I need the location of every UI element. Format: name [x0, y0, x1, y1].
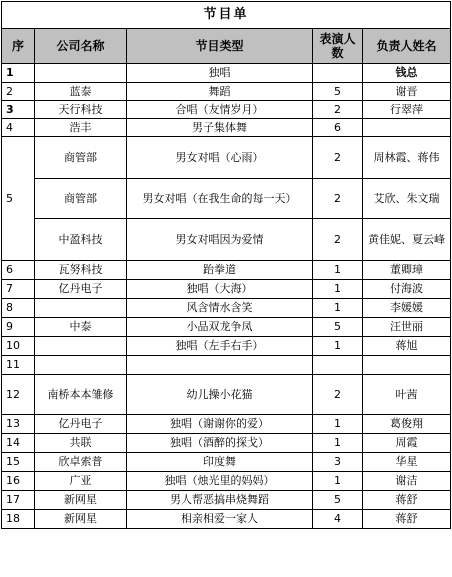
cell-company: 商管部 [35, 137, 127, 179]
cell-count [313, 356, 363, 375]
cell-count: 5 [313, 318, 363, 337]
table-row [2, 356, 451, 375]
cell-leader: 董卿璋 [363, 261, 451, 280]
cell-count: 2 [313, 179, 363, 219]
table-row [2, 119, 451, 137]
cell-leader [363, 119, 451, 137]
cell-company [35, 337, 127, 356]
cell-count: 2 [313, 101, 363, 119]
cell-company: 蓝泰 [35, 83, 127, 101]
cell-leader: 蒋舒 [363, 510, 451, 529]
cell-company: 共联 [35, 434, 127, 453]
cell-type: 相亲相爱一家人 [127, 510, 313, 529]
cell-leader: 华星 [363, 453, 451, 472]
cell-company: 亿丹电子 [35, 280, 127, 299]
table-row [2, 337, 451, 356]
cell-leader: 周林霞、蒋伟 [363, 137, 451, 179]
table-row [2, 137, 451, 179]
cell-leader: 蒋旭 [363, 337, 451, 356]
cell-leader [363, 356, 451, 375]
cell-seq: 11 [2, 356, 35, 375]
header-company: 公司名称 [35, 29, 127, 64]
cell-leader: 周霞 [363, 434, 451, 453]
table-row [2, 179, 451, 219]
cell-type: 独唱（左手右手） [127, 337, 313, 356]
cell-company: 新网星 [35, 491, 127, 510]
cell-seq: 16 [2, 472, 35, 491]
table-row [2, 375, 451, 415]
cell-type: 合唱（友情岁月） [127, 101, 313, 119]
cell-seq: 7 [2, 280, 35, 299]
cell-company: 欣卓索普 [35, 453, 127, 472]
cell-count: 1 [313, 299, 363, 318]
cell-seq: 14 [2, 434, 35, 453]
cell-leader: 钱总 [363, 64, 451, 83]
table-row [2, 261, 451, 280]
cell-type: 小品双龙争凤 [127, 318, 313, 337]
table-row [2, 219, 451, 261]
cell-seq: 13 [2, 415, 35, 434]
cell-seq: 1 [2, 64, 35, 83]
cell-count: 2 [313, 219, 363, 261]
cell-seq: 6 [2, 261, 35, 280]
cell-leader: 蒋舒 [363, 491, 451, 510]
table-row [2, 101, 451, 119]
cell-count: 1 [313, 472, 363, 491]
cell-company [35, 299, 127, 318]
cell-company: 亿丹电子 [35, 415, 127, 434]
cell-type: 独唱（酒醉的探戈） [127, 434, 313, 453]
cell-seq: 10 [2, 337, 35, 356]
table-row [2, 472, 451, 491]
cell-count: 4 [313, 510, 363, 529]
cell-company: 浩丰 [35, 119, 127, 137]
cell-company: 商管部 [35, 179, 127, 219]
sheet-title: 节目单 [2, 2, 451, 29]
cell-type: 男女对唱（在我生命的每一天） [127, 179, 313, 219]
cell-type: 独唱 [127, 64, 313, 83]
program-sheet [1, 1, 450, 529]
cell-seq: 18 [2, 510, 35, 529]
cell-company: 新网星 [35, 510, 127, 529]
cell-type: 风含情水含笑 [127, 299, 313, 318]
table-row [2, 318, 451, 337]
cell-count: 5 [313, 491, 363, 510]
cell-seq: 9 [2, 318, 35, 337]
cell-type [127, 356, 313, 375]
cell-type: 独唱（谢谢你的爱） [127, 415, 313, 434]
header-seq: 序 [2, 29, 35, 64]
table-row [2, 491, 451, 510]
cell-leader: 艾欣、朱文瑞 [363, 179, 451, 219]
cell-type: 独唱（烛光里的妈妈） [127, 472, 313, 491]
cell-count: 1 [313, 261, 363, 280]
cell-count: 6 [313, 119, 363, 137]
cell-company: 广亚 [35, 472, 127, 491]
cell-company: 瓦努科技 [35, 261, 127, 280]
cell-count: 3 [313, 453, 363, 472]
header-row [2, 29, 451, 64]
cell-leader: 葛俊翔 [363, 415, 451, 434]
cell-count: 5 [313, 83, 363, 101]
table-row [2, 453, 451, 472]
table-row [2, 299, 451, 318]
cell-company: 中盈科技 [35, 219, 127, 261]
cell-seq: 2 [2, 83, 35, 101]
table-row [2, 415, 451, 434]
cell-type: 印度舞 [127, 453, 313, 472]
cell-leader: 黄佳妮、夏云峰 [363, 219, 451, 261]
header-count: 表演人数 [313, 29, 363, 64]
cell-count: 1 [313, 337, 363, 356]
cell-count: 2 [313, 137, 363, 179]
cell-leader: 谢晋 [363, 83, 451, 101]
cell-seq: 4 [2, 119, 35, 137]
program-table [1, 1, 451, 529]
table-row [2, 510, 451, 529]
cell-company: 中泰 [35, 318, 127, 337]
cell-type: 男女对唱因为爱情 [127, 219, 313, 261]
table-row [2, 64, 451, 83]
cell-company: 天行科技 [35, 101, 127, 119]
cell-type: 独唱（大海） [127, 280, 313, 299]
cell-count: 2 [313, 375, 363, 415]
cell-company: 南桥本本雏修 [35, 375, 127, 415]
cell-leader: 谢洁 [363, 472, 451, 491]
cell-type: 男女对唱（心雨） [127, 137, 313, 179]
cell-seq: 12 [2, 375, 35, 415]
cell-seq: 15 [2, 453, 35, 472]
cell-leader: 李媛媛 [363, 299, 451, 318]
cell-count: 1 [313, 415, 363, 434]
header-type: 节目类型 [127, 29, 313, 64]
cell-type: 舞蹈 [127, 83, 313, 101]
cell-leader: 行翠萍 [363, 101, 451, 119]
cell-count: 1 [313, 434, 363, 453]
cell-type: 男子集体舞 [127, 119, 313, 137]
cell-seq: 5 [2, 137, 35, 261]
cell-seq: 17 [2, 491, 35, 510]
cell-count [313, 64, 363, 83]
cell-type: 男人帮恶搞串烧舞蹈 [127, 491, 313, 510]
table-row [2, 280, 451, 299]
cell-type: 跆拳道 [127, 261, 313, 280]
cell-company [35, 356, 127, 375]
cell-leader: 叶茜 [363, 375, 451, 415]
table-row [2, 434, 451, 453]
cell-type: 幼儿操小花猫 [127, 375, 313, 415]
cell-leader: 付海波 [363, 280, 451, 299]
cell-seq: 3 [2, 101, 35, 119]
cell-count: 1 [313, 280, 363, 299]
cell-leader: 汪世丽 [363, 318, 451, 337]
header-leader: 负责人姓名 [363, 29, 451, 64]
cell-company [35, 64, 127, 83]
table-row [2, 83, 451, 101]
cell-seq: 8 [2, 299, 35, 318]
